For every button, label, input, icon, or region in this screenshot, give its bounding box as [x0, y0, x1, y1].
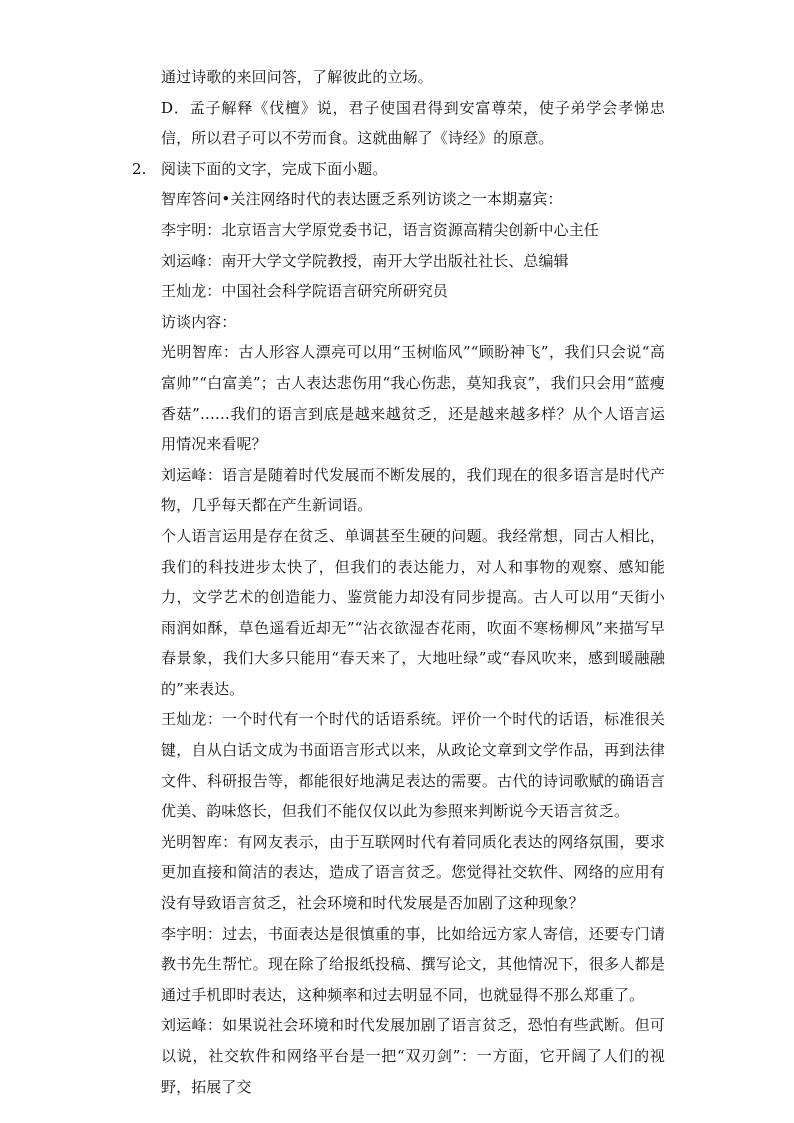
interview-paragraph: 个人语言运用是存在贫乏、单调甚至生硬的问题。我经常想，同古人相比，我们的科技进步太快了，但我们的表达能力，对人和事物的观察、感知能力，文学艺术的创造能力、鉴赏能力却没有同步提高。古人可以用“天街小雨润如酥，草色遥看近却无”“沾衣欲湿杏花雨，吹面不寒杨柳风”来描写早春景象，我们大多只能用“春天来了，大地吐绿”或“春风吹来，感到暖融融的”来表达。 [161, 526, 665, 698]
interview-paragraph: 光明智库：有网友表示，由于互联网时代有着同质化表达的网络氛围，要求更加直接和简洁的表达，造成了语言贫乏。您觉得社交软件、网络的应用有没有导致语言贫乏，社会环境和时代发展是否加剧了这种现象？ [161, 832, 665, 913]
interview-paragraph: 李宇明：过去，书面表达是很慎重的事，比如给远方家人寄信，还要专门请教书先生帮忙。现在除了给报纸投稿、撰写论文，其他情况下，很多人都是通过手机即时表达，这种频率和过去明显不同，也就显得不那么郑重了。 [161, 924, 665, 1004]
document-body [132, 62, 665, 1102]
guest-liu-yunfeng: 刘运峰：南开大学文学院教授，南开大学出版社社长、总编辑 [161, 251, 569, 270]
interview-paragraph: 光明智库：古人形容人漂亮可以用“玉树临风”“顾盼神飞”，我们只会说“高富帅”“白富美”；古人表达悲伤用“我心伤悲，莫知我哀”，我们只会用“蓝瘦香菇”……我们的语言到底是越来越贫乏，还是越来越多样？从个人语言运用情况来看呢？ [161, 343, 665, 454]
question-number: 2. [132, 159, 147, 178]
interview-title: 智库答问•关注网络时代的表达匮乏系列访谈之一本期嘉宾： [161, 190, 563, 209]
guest-li-yuming: 李宇明：北京语言大学原党委书记，语言资源高精尖创新中心主任 [161, 220, 599, 239]
interview-paragraph: 王灿龙：一个时代有一个时代的话语系统。评价一个时代的话语，标准很关键，自从白话文成为书面语言形式以来，从政论文章到文学作品，再到法律文件、科研报告等，都能很好地满足表达的需要。古代的诗词歌赋的确语言优美、韵味悠长，但我们不能仅仅以此为参照来判断说今天语言贫乏。 [161, 710, 665, 821]
interview-paragraph: 刘运峰：如果说社会环境和时代发展加剧了语言贫乏，恐怕有些武断。但可以说，社交软件和网络平台是一把“双刃剑”：一方面，它开阔了人们的视野，拓展了交 [161, 1016, 665, 1096]
option-d: D．孟子解释《伐檀》说，君子使国君得到安富尊荣，使子弟学会孝悌忠信，所以君子可以不劳而食。这就曲解了《诗经》的原意。 [161, 98, 665, 148]
interview-content-label: 访谈内容： [161, 312, 237, 331]
question-2 [132, 154, 665, 1102]
guest-wang-canlong: 王灿龙：中国社会科学院语言研究所研究员 [161, 282, 448, 301]
paragraph-continuation: 通过诗歌的来回问答，了解彼此的立场。 [161, 68, 433, 86]
interview-paragraph: 刘运峰：语言是随着时代发展而不断发展的，我们现在的很多语言是时代产物，几乎每天都在产生新词语。 [161, 465, 665, 515]
question-prompt: 阅读下面的文字，完成下面小题。 [161, 159, 388, 178]
